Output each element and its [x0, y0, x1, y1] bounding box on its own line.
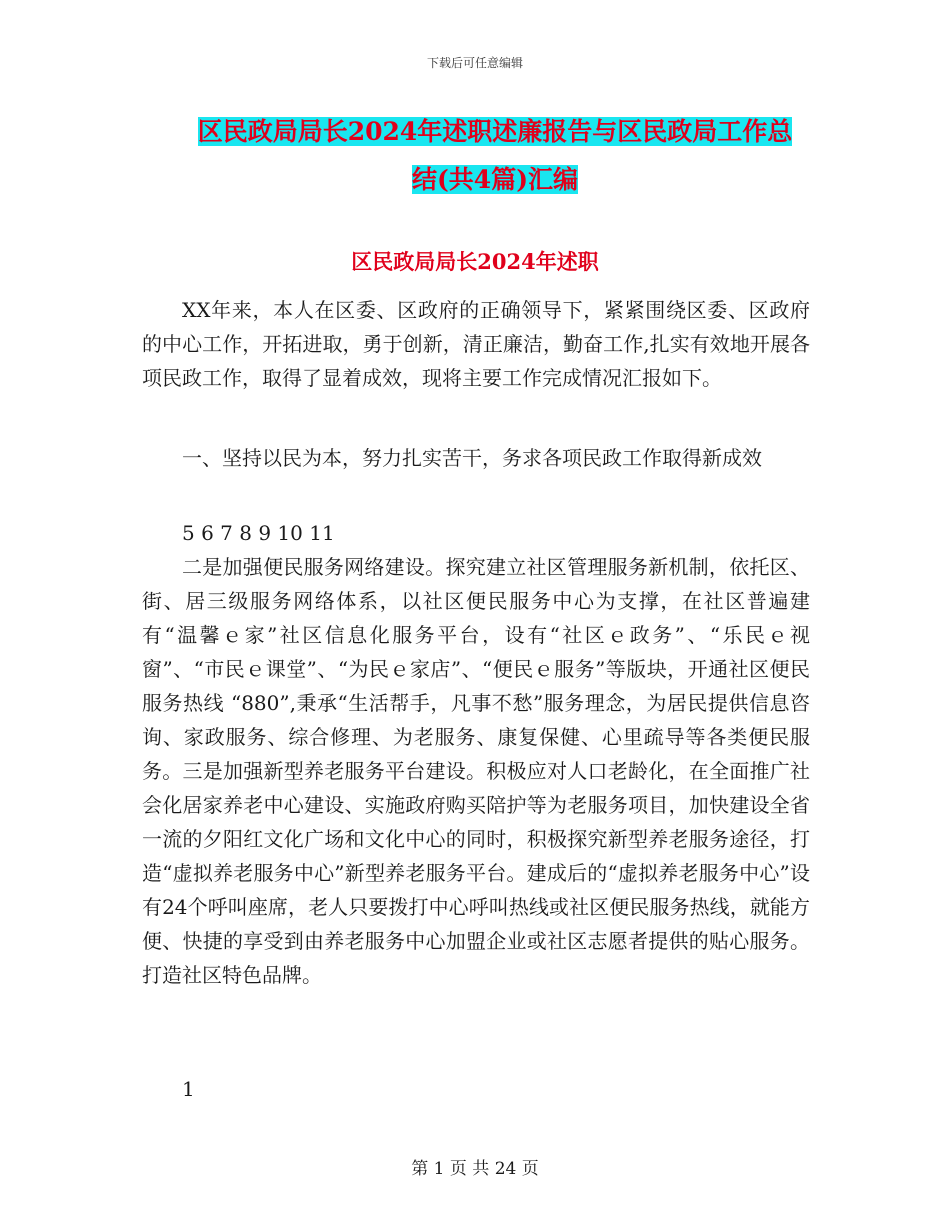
- paragraph: 1: [182, 1077, 195, 1101]
- paragraph: 一、坚持以民为本，努力扎实苦干，务求各项民政工作取得新成效: [182, 446, 762, 470]
- paragraph-block: [142, 441, 810, 475]
- title-line-2: 结(共4篇)汇编: [411, 165, 579, 194]
- section-heading: 区民政局局长2024年述职: [351, 249, 599, 274]
- paragraph: XX年来，本人在区委、区政府的正确领导下，紧紧围绕区委、区政府的中心工作，开拓进取，勇于创新，清正廉洁，勤奋工作,扎实有效地开展各项民政工作，取得了显着成效，现将主要工作完成情况汇报如下。: [142, 298, 810, 390]
- paragraph-block: [142, 1072, 810, 1106]
- paragraph-block: [142, 293, 810, 395]
- header-note: 下载后可任意编辑: [426, 56, 523, 70]
- paragraph-block: [142, 516, 810, 550]
- paragraph-block: [142, 550, 810, 992]
- paragraph: 5 6 7 8 9 10 11: [182, 521, 335, 545]
- title-line-1: 区民政局局长2024年述职述廉报告与区民政局工作总: [197, 117, 793, 146]
- paragraph: 二是加强便民服务网络建设。探究建立社区管理服务新机制，依托区、街、居三级服务网络体系，以社区便民服务中心为支撑，在社区普遍建有“温馨ｅ家”社区信息化服务平台，设有“社区ｅ政务”、“乐民ｅ视窗”、“市民ｅ课堂”、“为民ｅ家店”、“便民ｅ服务”等版块，开通社区便民服务热线 “880”,秉承“生活帮手，凡事不愁”服务理念，为居民提供信息咨询、家政服务、综合修理、为老服务、康复保健、心里疏导等各类便民服务。三是加强新型养老服务平台建设。积极应对人口老龄化，在全面推广社会化居家养老中心建设、实施政府购买陪护等为老服务项目，加快建设全省一流的夕阳红文化广场和文化中心的同时，积极探究新型养老服务途径，打造“虚拟养老服务中心”新型养老服务平台。建成后的“虚拟养老服务中心”设有24个呼叫座席，老人只要拨打中心呼叫热线或社区便民服务热线，就能方便、快捷的享受到由养老服务中心加盟企业或社区志愿者提供的贴心服务。打造社区特色品牌。: [142, 555, 810, 987]
- document-title: [150, 108, 840, 204]
- page-footer: 第 1 页 共 24 页: [411, 1159, 539, 1179]
